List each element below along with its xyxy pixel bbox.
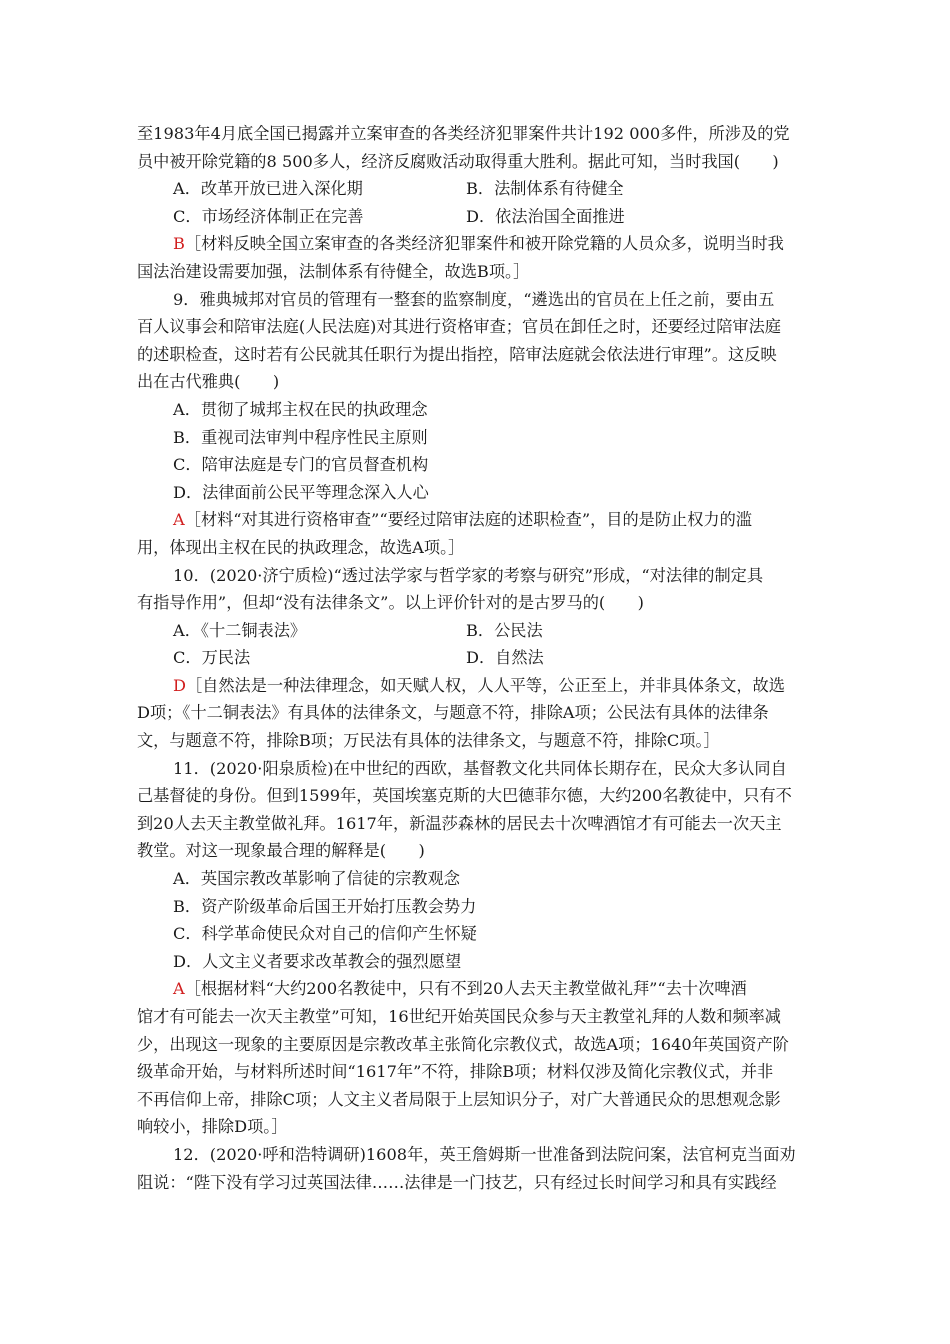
q11-option-b: B．资产阶级革命后国王开始打压教会势力 [173,896,477,916]
q11-option-c: C．科学革命使民众对自己的信仰产生怀疑 [173,924,477,944]
q11-answer-letter: A [173,979,185,999]
q9-answer-letter: A [173,510,185,530]
q8-stem-line-1: 至1983年4月底全国已揭露并立案审查的各类经济犯罪案件共计192 000多件，所涉及的党 [137,124,790,143]
q11-stem-line-4: 教堂。对这一现象最合理的解释是( ) [137,841,425,861]
q9-explanation-text-1: ［材料“对其进行资格审查”“要经过陪审法庭的述职检查”，目的是防止权力的滥 [184,510,752,530]
q11-explanation-line-6: 响较小，排除D项。］ [137,1117,288,1137]
q10-explanation-line-2: D项；《十二铜表法》有具体的法律条文，与题意不符，排除A项；公民法有具体的法律条 [137,703,769,723]
q10-option-c: C．万民法 [173,648,251,668]
q10-explanation-text-1: ［自然法是一种法律理念，如天赋人权，人人平等，公正至上，并非具体条文，故选 [185,675,785,695]
q9-option-a: A．贯彻了城邦主权在民的执政理念 [173,399,428,419]
q10-explanation-line-3: 文，与题意不符，排除B项；万民法有具体的法律条文，与题意不符，排除C项。］ [137,731,720,751]
q8-stem-line-2: 员中被开除党籍的8 500多人，经济反腐败活动取得重大胜利。据此可知，当时我国( ) [137,151,779,171]
q9-explanation-line-2: 用，体现出主权在民的执政理念，故选A项。］ [137,537,465,557]
q11-stem-line-3: 到20人去天主教堂做礼拜。1617年，新温莎森林的居民去十次啤酒馆才有可能去一次天主 [137,813,782,833]
q9-stem-line-4: 出在古代雅典( ) [137,372,280,392]
q10-stem-line-1: 10．(2020·济宁质检)“透过法学家与哲学家的考察与研究”形成，“对法律的制定具 [173,565,764,585]
q11-explanation-line-4: 级革命开始，与材料所述时间“1617年”不符，排除B项；材料仅涉及简化宗教仪式，并非 [137,1062,774,1082]
q8-options-row-1 [137,175,812,203]
q9-stem-line-3: 的述职检查，这时若有公民就其任职行为提出指控，陪审法庭就会依法进行审理”。这反映 [137,344,777,364]
q12-stem-line-2: 阻说：“陛下没有学习过英国法律……法律是一门技艺，只有经过长时间学习和具有实践经 [137,1172,777,1192]
q8-option-c: C．市场经济体制正在完善 [173,206,364,226]
q11-option-a: A．英国宗教改革影响了信徒的宗教观念 [173,869,460,889]
q10-option-a: A．《十二铜表法》 [173,620,307,640]
q10-stem-line-2: 有指导作用”，但却“没有法律条文”。以上评价针对的是古罗马的( ) [137,593,644,613]
q8-option-d: D．依法治国全面推进 [466,206,625,226]
q11-stem-line-1: 11．(2020·阳泉质检)在中世纪的西欧，基督教文化共同体长期存在，民众大多认同自 [173,758,787,778]
q11-explanation-line-2: 馆才有可能去一次天主教堂”可知，16世纪开始英国民众参与天主教堂礼拜的人数和频率减 [137,1007,781,1026]
q11-explanation-line-1 [137,975,812,1003]
q11-stem-line-2: 己基督徒的身份。但到1599年，英国埃塞克斯的大巴德菲尔德，大约200名教徒中，只有不 [137,786,792,806]
q8-options-row-2 [137,203,812,231]
q9-stem-line-1: 9．雅典城邦对官员的管理有一整套的监察制度，“遴选出的官员在上任之前，要由五 [173,289,775,309]
q9-option-d: D．法律面前公民平等理念深入人心 [173,482,429,502]
q11-explanation-text-1: ［根据材料“大约200名教徒中，只有不到20人去天主教堂做礼拜”“去十次啤酒 [184,979,747,999]
q9-stem-line-2: 百人议事会和陪审法庭(人民法庭)对其进行资格审查；官员在卸任之时，还要经过陪审法庭 [137,317,781,337]
q10-option-d: D．自然法 [466,648,544,668]
q9-option-c: C．陪审法庭是专门的官员督查机构 [173,455,429,475]
q10-options-row-2 [137,644,812,672]
q8-explanation-line-2: 国法治建设需要加强，法制体系有待健全，故选B项。］ [137,261,530,281]
q8-option-a: A．改革开放已进入深化期 [173,179,363,199]
q11-explanation-line-3: 少，出现这一现象的主要原因是宗教改革主张简化宗教仪式，故选A项；1640年英国资产阶 [137,1034,789,1054]
q9-explanation-line-1 [137,506,812,534]
q10-answer-letter: D [173,675,186,695]
q11-option-d: D．人文主义者要求改革教会的强烈愿望 [173,951,462,971]
q8-explanation-line-1 [137,230,812,258]
q10-explanation-line-1 [137,672,812,700]
q11-explanation-line-5: 不再信仰上帝，排除C项；人文主义者局限于上层知识分子，对广大普通民众的思想观念影 [137,1089,781,1109]
q8-option-b: B．法制体系有待健全 [466,179,624,199]
q10-options-row-1 [137,617,812,645]
q12-stem-line-1: 12．(2020·呼和浩特调研)1608年，英王詹姆斯一世准备到法院问案，法官柯克当面劝 [173,1144,796,1164]
q9-option-b: B．重视司法审判中程序性民主原则 [173,427,428,447]
q8-answer-letter: B [173,234,185,254]
q8-explanation-text-1: ［材料反映全国立案审查的各类经济犯罪案件和被开除党籍的人员众多，说明当时我 [184,234,784,254]
q10-option-b: B．公民法 [466,620,543,640]
